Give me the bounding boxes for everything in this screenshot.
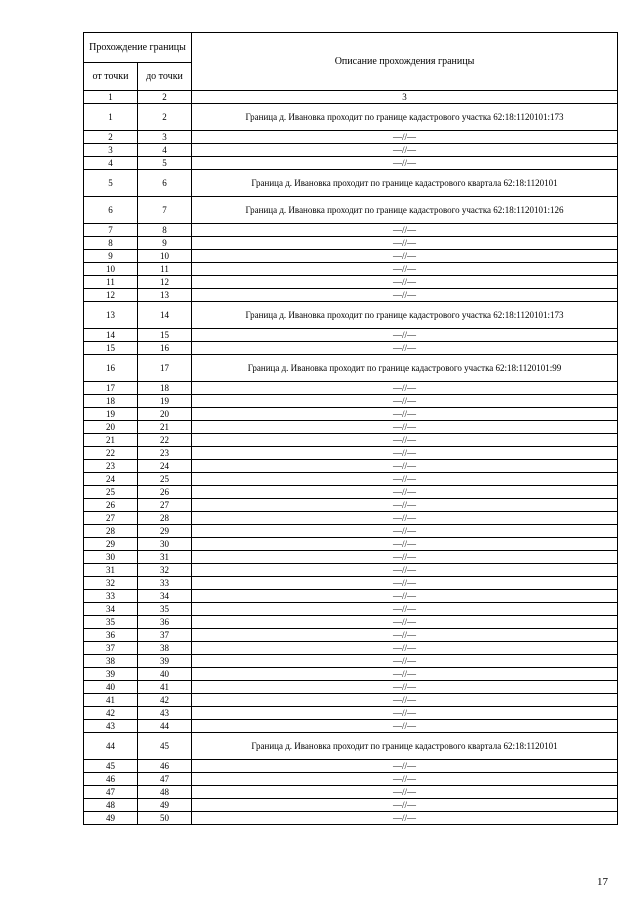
from-point-cell: 27 [84, 512, 138, 525]
to-point-cell: 22 [138, 434, 192, 447]
to-point-cell: 13 [138, 289, 192, 302]
to-point-cell: 27 [138, 499, 192, 512]
description-cell: —//— [192, 237, 618, 250]
table-row [84, 773, 618, 786]
to-point-cell: 37 [138, 629, 192, 642]
description-cell: —//— [192, 564, 618, 577]
from-point-cell: 38 [84, 655, 138, 668]
to-point-cell: 20 [138, 408, 192, 421]
to-point-cell: 43 [138, 707, 192, 720]
to-point-cell: 12 [138, 276, 192, 289]
to-point-cell: 41 [138, 681, 192, 694]
table-row [84, 786, 618, 799]
table-row [84, 473, 618, 486]
description-cell: —//— [192, 289, 618, 302]
from-point-cell: 3 [84, 144, 138, 157]
from-point-cell: 6 [84, 197, 138, 224]
description-cell: —//— [192, 395, 618, 408]
from-point-cell: 13 [84, 302, 138, 329]
to-point-cell: 32 [138, 564, 192, 577]
header-to-point: до точки [138, 63, 192, 91]
from-point-cell: 33 [84, 590, 138, 603]
from-point-cell: 10 [84, 263, 138, 276]
from-point-cell: 2 [84, 131, 138, 144]
description-cell: —//— [192, 668, 618, 681]
description-cell: —//— [192, 131, 618, 144]
table-row [84, 224, 618, 237]
table-row [84, 694, 618, 707]
from-point-cell: 25 [84, 486, 138, 499]
description-cell: Граница д. Ивановка проходит по границе кадастрового квартала 62:18:1120101 [192, 733, 618, 760]
to-point-cell: 10 [138, 250, 192, 263]
from-point-cell: 41 [84, 694, 138, 707]
description-cell: —//— [192, 224, 618, 237]
to-point-cell: 47 [138, 773, 192, 786]
from-point-cell: 30 [84, 551, 138, 564]
from-point-cell: 14 [84, 329, 138, 342]
to-point-cell: 21 [138, 421, 192, 434]
table-row [84, 237, 618, 250]
table-row [84, 355, 618, 382]
from-point-cell: 22 [84, 447, 138, 460]
table-row [84, 434, 618, 447]
header-boundary-passage: Прохождение границы [84, 33, 192, 63]
to-point-cell: 38 [138, 642, 192, 655]
description-cell: —//— [192, 276, 618, 289]
to-point-cell: 34 [138, 590, 192, 603]
from-point-cell: 12 [84, 289, 138, 302]
from-point-cell: 39 [84, 668, 138, 681]
table-row [84, 263, 618, 276]
description-cell: Граница д. Ивановка проходит по границе кадастрового участка 62:18:1120101:173 [192, 104, 618, 131]
table-row [84, 276, 618, 289]
description-cell: —//— [192, 421, 618, 434]
table-row [84, 668, 618, 681]
from-point-cell: 48 [84, 799, 138, 812]
to-point-cell: 31 [138, 551, 192, 564]
description-cell: —//— [192, 590, 618, 603]
table-row [84, 408, 618, 421]
table-row [84, 382, 618, 395]
to-point-cell: 29 [138, 525, 192, 538]
description-cell: —//— [192, 616, 618, 629]
description-cell: Граница д. Ивановка проходит по границе кадастрового участка 62:18:1120101:173 [192, 302, 618, 329]
description-cell: —//— [192, 512, 618, 525]
from-point-cell: 4 [84, 157, 138, 170]
table-row [84, 590, 618, 603]
description-cell: —//— [192, 799, 618, 812]
table-row [84, 144, 618, 157]
to-point-cell: 16 [138, 342, 192, 355]
from-point-cell: 49 [84, 812, 138, 825]
table-row [84, 616, 618, 629]
to-point-cell: 28 [138, 512, 192, 525]
boundary-table [83, 32, 618, 825]
table-row [84, 131, 618, 144]
from-point-cell: 19 [84, 408, 138, 421]
to-point-cell: 3 [138, 131, 192, 144]
to-point-cell: 24 [138, 460, 192, 473]
table-row [84, 395, 618, 408]
from-point-cell: 26 [84, 499, 138, 512]
table-row [84, 447, 618, 460]
column-numbering-row [84, 91, 618, 104]
to-point-cell: 23 [138, 447, 192, 460]
description-cell: —//— [192, 525, 618, 538]
table-row [84, 302, 618, 329]
description-cell: —//— [192, 499, 618, 512]
to-point-cell: 2 [138, 104, 192, 131]
from-point-cell: 32 [84, 577, 138, 590]
from-point-cell: 20 [84, 421, 138, 434]
to-point-cell: 6 [138, 170, 192, 197]
from-point-cell: 1 [84, 104, 138, 131]
table-row [84, 525, 618, 538]
table-row [84, 551, 618, 564]
table-row [84, 104, 618, 131]
table-row [84, 329, 618, 342]
table-row [84, 655, 618, 668]
from-point-cell: 24 [84, 473, 138, 486]
header-from-point: от точки [84, 63, 138, 91]
from-point-cell: 35 [84, 616, 138, 629]
description-cell: —//— [192, 473, 618, 486]
to-point-cell: 14 [138, 302, 192, 329]
to-point-cell: 35 [138, 603, 192, 616]
table-row [84, 603, 618, 616]
to-point-cell: 8 [138, 224, 192, 237]
to-point-cell: 36 [138, 616, 192, 629]
description-cell: —//— [192, 681, 618, 694]
from-point-cell: 11 [84, 276, 138, 289]
to-point-cell: 33 [138, 577, 192, 590]
table-row [84, 642, 618, 655]
column-number: 1 [84, 91, 138, 104]
to-point-cell: 17 [138, 355, 192, 382]
table-row [84, 512, 618, 525]
table-row [84, 799, 618, 812]
description-cell: —//— [192, 694, 618, 707]
description-cell: —//— [192, 250, 618, 263]
table-row [84, 342, 618, 355]
from-point-cell: 36 [84, 629, 138, 642]
to-point-cell: 9 [138, 237, 192, 250]
from-point-cell: 15 [84, 342, 138, 355]
to-point-cell: 40 [138, 668, 192, 681]
description-cell: —//— [192, 720, 618, 733]
to-point-cell: 49 [138, 799, 192, 812]
table-row [84, 760, 618, 773]
description-cell: —//— [192, 603, 618, 616]
table-row [84, 499, 618, 512]
to-point-cell: 25 [138, 473, 192, 486]
to-point-cell: 18 [138, 382, 192, 395]
header-description: Описание прохождения границы [192, 33, 618, 91]
from-point-cell: 5 [84, 170, 138, 197]
to-point-cell: 46 [138, 760, 192, 773]
description-cell: Граница д. Ивановка проходит по границе кадастрового квартала 62:18:1120101 [192, 170, 618, 197]
table-row [84, 720, 618, 733]
to-point-cell: 30 [138, 538, 192, 551]
to-point-cell: 26 [138, 486, 192, 499]
description-cell: —//— [192, 447, 618, 460]
table-row [84, 460, 618, 473]
to-point-cell: 45 [138, 733, 192, 760]
table-row [84, 157, 618, 170]
description-cell: —//— [192, 707, 618, 720]
from-point-cell: 16 [84, 355, 138, 382]
from-point-cell: 7 [84, 224, 138, 237]
description-cell: —//— [192, 577, 618, 590]
description-cell: —//— [192, 157, 618, 170]
header-row-top [84, 33, 618, 63]
page-number: 17 [597, 876, 608, 888]
to-point-cell: 50 [138, 812, 192, 825]
description-cell: —//— [192, 786, 618, 799]
from-point-cell: 9 [84, 250, 138, 263]
column-number: 2 [138, 91, 192, 104]
from-point-cell: 42 [84, 707, 138, 720]
from-point-cell: 37 [84, 642, 138, 655]
from-point-cell: 43 [84, 720, 138, 733]
from-point-cell: 34 [84, 603, 138, 616]
table-row [84, 577, 618, 590]
description-cell: —//— [192, 551, 618, 564]
table-row [84, 486, 618, 499]
description-cell: —//— [192, 263, 618, 276]
from-point-cell: 46 [84, 773, 138, 786]
to-point-cell: 42 [138, 694, 192, 707]
from-point-cell: 29 [84, 538, 138, 551]
from-point-cell: 40 [84, 681, 138, 694]
description-cell: —//— [192, 760, 618, 773]
from-point-cell: 45 [84, 760, 138, 773]
table-row [84, 681, 618, 694]
description-cell: —//— [192, 408, 618, 421]
table-body [84, 104, 618, 825]
description-cell: Граница д. Ивановка проходит по границе кадастрового участка 62:18:1120101:126 [192, 197, 618, 224]
to-point-cell: 7 [138, 197, 192, 224]
to-point-cell: 44 [138, 720, 192, 733]
table-row [84, 707, 618, 720]
to-point-cell: 48 [138, 786, 192, 799]
table-row [84, 289, 618, 302]
table-row [84, 564, 618, 577]
description-cell: —//— [192, 434, 618, 447]
to-point-cell: 19 [138, 395, 192, 408]
from-point-cell: 28 [84, 525, 138, 538]
from-point-cell: 44 [84, 733, 138, 760]
description-cell: —//— [192, 382, 618, 395]
description-cell: —//— [192, 486, 618, 499]
description-cell: —//— [192, 538, 618, 551]
from-point-cell: 21 [84, 434, 138, 447]
description-cell: —//— [192, 460, 618, 473]
table-row [84, 421, 618, 434]
to-point-cell: 4 [138, 144, 192, 157]
table-row [84, 538, 618, 551]
to-point-cell: 15 [138, 329, 192, 342]
description-cell: —//— [192, 773, 618, 786]
table-row [84, 170, 618, 197]
description-cell: —//— [192, 812, 618, 825]
from-point-cell: 17 [84, 382, 138, 395]
description-cell: —//— [192, 629, 618, 642]
table-row [84, 629, 618, 642]
from-point-cell: 18 [84, 395, 138, 408]
description-cell: —//— [192, 144, 618, 157]
from-point-cell: 23 [84, 460, 138, 473]
to-point-cell: 39 [138, 655, 192, 668]
from-point-cell: 47 [84, 786, 138, 799]
to-point-cell: 11 [138, 263, 192, 276]
table-row [84, 197, 618, 224]
description-cell: —//— [192, 642, 618, 655]
description-cell: Граница д. Ивановка проходит по границе кадастрового участка 62:18:1120101:99 [192, 355, 618, 382]
to-point-cell: 5 [138, 157, 192, 170]
table-row [84, 250, 618, 263]
description-cell: —//— [192, 342, 618, 355]
description-cell: —//— [192, 329, 618, 342]
table-row [84, 733, 618, 760]
table-row [84, 812, 618, 825]
description-cell: —//— [192, 655, 618, 668]
column-number: 3 [192, 91, 618, 104]
from-point-cell: 8 [84, 237, 138, 250]
from-point-cell: 31 [84, 564, 138, 577]
